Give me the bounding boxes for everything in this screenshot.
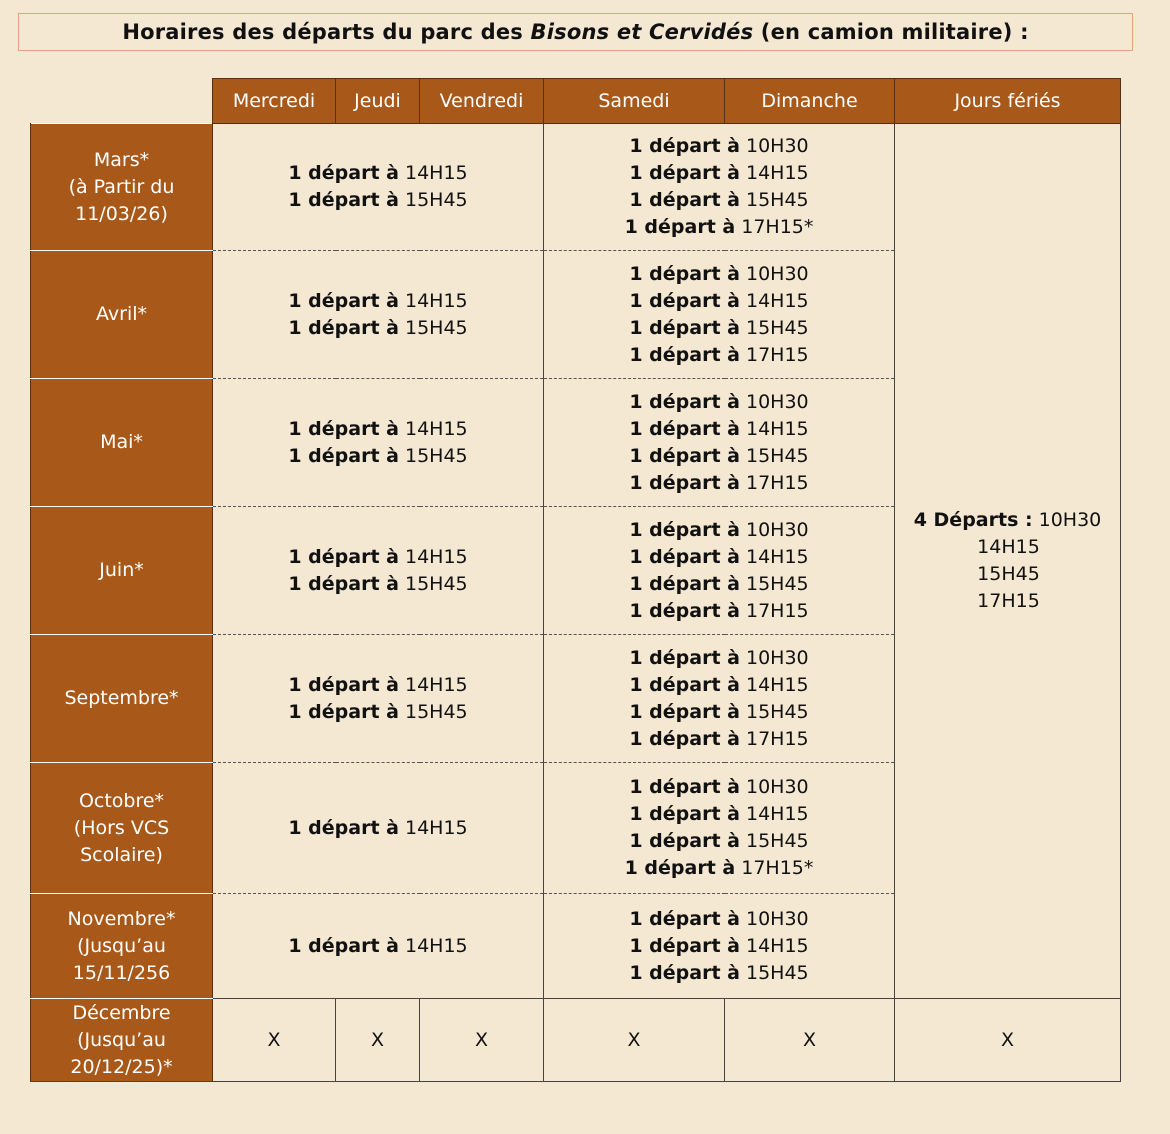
departure-line	[213, 187, 543, 214]
depart-time: 17H15*	[735, 857, 814, 879]
page-title	[18, 13, 1133, 51]
month-label: Décembre (Jusqu’au 20/12/25)*	[31, 999, 213, 1082]
depart-time: 10H30	[739, 390, 809, 413]
header-day-samedi: Samedi	[544, 79, 725, 124]
depart-label: 1 départ à	[624, 857, 736, 879]
depart-label: 1 départ à	[288, 417, 399, 440]
depart-label: 1 départ à	[629, 518, 740, 541]
december-cell: X	[544, 999, 725, 1082]
departure-line	[544, 342, 894, 369]
departure-line	[544, 544, 894, 571]
depart-label: 1 départ à	[629, 830, 740, 852]
depart-time: 14H15	[398, 934, 468, 957]
departure-line	[213, 815, 543, 842]
depart-label: 1 départ à	[629, 700, 740, 723]
departure-line	[544, 288, 894, 315]
departure-line	[213, 443, 543, 470]
feries-time: 10H30	[1032, 509, 1102, 531]
depart-time: 14H15	[739, 673, 809, 696]
title-prefix: Horaires des départs du parc des	[122, 20, 531, 44]
departure-line	[213, 288, 543, 315]
header-row	[31, 79, 1121, 124]
depart-label: 1 départ à	[629, 343, 740, 366]
depart-label: 1 départ à	[288, 700, 399, 723]
table-row	[31, 124, 1121, 251]
departure-line	[544, 443, 894, 470]
december-cell: X	[336, 999, 420, 1082]
depart-time: 15H45	[739, 830, 809, 852]
depart-time: 14H15	[739, 289, 809, 312]
depart-label: 1 départ à	[288, 189, 399, 211]
departure-line	[544, 160, 894, 187]
depart-label: 1 départ à	[629, 727, 740, 750]
feries-first-line	[895, 507, 1120, 534]
month-label: Juin*	[31, 507, 213, 635]
depart-time: 14H15	[398, 162, 468, 184]
depart-time: 17H15	[739, 471, 809, 494]
december-cell: X	[895, 999, 1121, 1082]
depart-time: 14H15	[739, 934, 809, 957]
departure-line	[544, 801, 894, 828]
depart-label: 1 départ à	[629, 162, 740, 184]
depart-time: 17H15	[739, 343, 809, 366]
depart-time: 15H45	[398, 189, 468, 211]
depart-time: 14H15	[398, 289, 468, 312]
departure-line	[213, 699, 543, 726]
depart-time: 14H15	[739, 545, 809, 568]
depart-label: 1 départ à	[288, 289, 399, 312]
depart-time: 10H30	[739, 518, 809, 541]
depart-time: 15H45	[739, 316, 809, 339]
month-label: Mars* (à Partir du 11/03/26)	[31, 124, 213, 251]
depart-time: 14H15	[398, 417, 468, 440]
title-suffix: (en camion militaire) :	[753, 20, 1029, 44]
depart-label: 1 départ à	[624, 216, 736, 238]
departure-line	[544, 214, 894, 241]
header-corner	[31, 79, 213, 124]
depart-label: 1 départ à	[629, 545, 740, 568]
depart-label: 1 départ à	[629, 289, 740, 312]
feries-time: 15H45	[977, 563, 1040, 585]
depart-label: 1 départ à	[629, 572, 740, 595]
depart-label: 1 départ à	[629, 646, 740, 669]
depart-time: 15H45	[398, 444, 468, 467]
depart-label: 1 départ à	[288, 816, 399, 839]
weekend-departures	[544, 763, 895, 894]
depart-label: 1 départ à	[629, 776, 740, 798]
departure-line	[213, 315, 543, 342]
depart-time: 17H15	[739, 727, 809, 750]
depart-label: 1 départ à	[629, 907, 740, 930]
schedule-table	[30, 78, 1121, 1082]
weekday-departures	[213, 894, 544, 999]
departure-line	[544, 906, 894, 933]
month-label: Novembre* (Jusqu’au 15/11/256	[31, 894, 213, 999]
header-day-dimanche: Dimanche	[725, 79, 895, 124]
weekend-departures	[544, 894, 895, 999]
depart-label: 1 départ à	[629, 961, 740, 984]
header-day-vendredi: Vendredi	[420, 79, 544, 124]
weekday-departures	[213, 507, 544, 635]
december-cell: X	[213, 999, 336, 1082]
depart-label: 1 départ à	[288, 572, 399, 595]
departure-line	[544, 855, 894, 882]
weekday-departures	[213, 635, 544, 763]
month-label: Mai*	[31, 379, 213, 507]
depart-label: 1 départ à	[629, 803, 740, 825]
depart-time: 14H15	[398, 545, 468, 568]
departure-line	[213, 571, 543, 598]
weekend-departures	[544, 251, 895, 379]
december-cell: X	[725, 999, 895, 1082]
table-row-december	[31, 999, 1121, 1082]
depart-time: 17H15	[739, 599, 809, 622]
depart-time: 14H15	[739, 417, 809, 440]
departure-line	[213, 160, 543, 187]
departure-line	[544, 315, 894, 342]
month-label: Octobre* (Hors VCS Scolaire)	[31, 763, 213, 894]
depart-label: 1 départ à	[288, 444, 399, 467]
weekday-departures	[213, 763, 544, 894]
depart-time: 14H15	[398, 816, 468, 839]
depart-time: 15H45	[398, 700, 468, 723]
departure-line	[544, 416, 894, 443]
depart-label: 1 départ à	[629, 189, 740, 211]
departure-line	[213, 933, 543, 960]
depart-time: 15H45	[739, 572, 809, 595]
depart-time: 10H30	[739, 776, 809, 798]
weekend-departures	[544, 124, 895, 251]
depart-label: 1 départ à	[629, 471, 740, 494]
depart-label: 1 départ à	[629, 417, 740, 440]
departure-line	[544, 699, 894, 726]
weekday-departures	[213, 124, 544, 251]
departure-line	[544, 726, 894, 753]
depart-label: 1 départ à	[288, 162, 399, 184]
depart-time: 14H15	[398, 673, 468, 696]
header-day-jeudi: Jeudi	[336, 79, 420, 124]
departure-line	[544, 774, 894, 801]
departure-line	[544, 517, 894, 544]
weekend-departures	[544, 635, 895, 763]
departure-line	[544, 598, 894, 625]
depart-time: 15H45	[398, 316, 468, 339]
depart-time: 10H30	[739, 646, 809, 669]
depart-time: 15H45	[739, 444, 809, 467]
departure-line	[544, 933, 894, 960]
departure-line	[544, 960, 894, 987]
feries-time: 17H15	[977, 590, 1040, 612]
departure-line	[213, 416, 543, 443]
departure-line	[544, 187, 894, 214]
weekend-departures	[544, 507, 895, 635]
depart-label: 1 départ à	[288, 673, 399, 696]
feries-label: 4 Départs :	[913, 509, 1033, 531]
depart-label: 1 départ à	[629, 444, 740, 467]
depart-time: 17H15*	[735, 216, 814, 238]
depart-time: 10H30	[739, 907, 809, 930]
december-cell: X	[420, 999, 544, 1082]
weekday-departures	[213, 251, 544, 379]
jours-feries-departures	[895, 124, 1121, 999]
title-italic: Bisons et Cervidés	[530, 20, 754, 44]
depart-time: 15H45	[398, 572, 468, 595]
departure-line	[544, 571, 894, 598]
departure-line	[544, 133, 894, 160]
depart-time: 14H15	[739, 162, 809, 184]
depart-label: 1 départ à	[629, 673, 740, 696]
departure-line	[213, 672, 543, 699]
depart-time: 10H30	[739, 135, 809, 157]
depart-label: 1 départ à	[629, 390, 740, 413]
header-day-jours-feries: Jours fériés	[895, 79, 1121, 124]
depart-time: 15H45	[739, 961, 809, 984]
depart-label: 1 départ à	[288, 545, 399, 568]
depart-label: 1 départ à	[288, 316, 399, 339]
departure-line	[544, 828, 894, 855]
departure-line	[544, 261, 894, 288]
depart-label: 1 départ à	[629, 599, 740, 622]
header-day-mercredi: Mercredi	[213, 79, 336, 124]
feries-time: 14H15	[977, 536, 1040, 558]
departure-line	[544, 672, 894, 699]
depart-label: 1 départ à	[629, 934, 740, 957]
departure-line	[213, 544, 543, 571]
depart-time: 14H15	[739, 803, 809, 825]
depart-time: 15H45	[739, 189, 809, 211]
departure-line	[544, 389, 894, 416]
month-label: Avril*	[31, 251, 213, 379]
depart-label: 1 départ à	[629, 316, 740, 339]
departure-line	[544, 645, 894, 672]
departure-line	[544, 470, 894, 497]
depart-time: 15H45	[739, 700, 809, 723]
weekday-departures	[213, 379, 544, 507]
depart-label: 1 départ à	[288, 934, 399, 957]
month-label: Septembre*	[31, 635, 213, 763]
depart-label: 1 départ à	[629, 262, 740, 285]
depart-time: 10H30	[739, 262, 809, 285]
weekend-departures	[544, 379, 895, 507]
depart-label: 1 départ à	[629, 135, 740, 157]
